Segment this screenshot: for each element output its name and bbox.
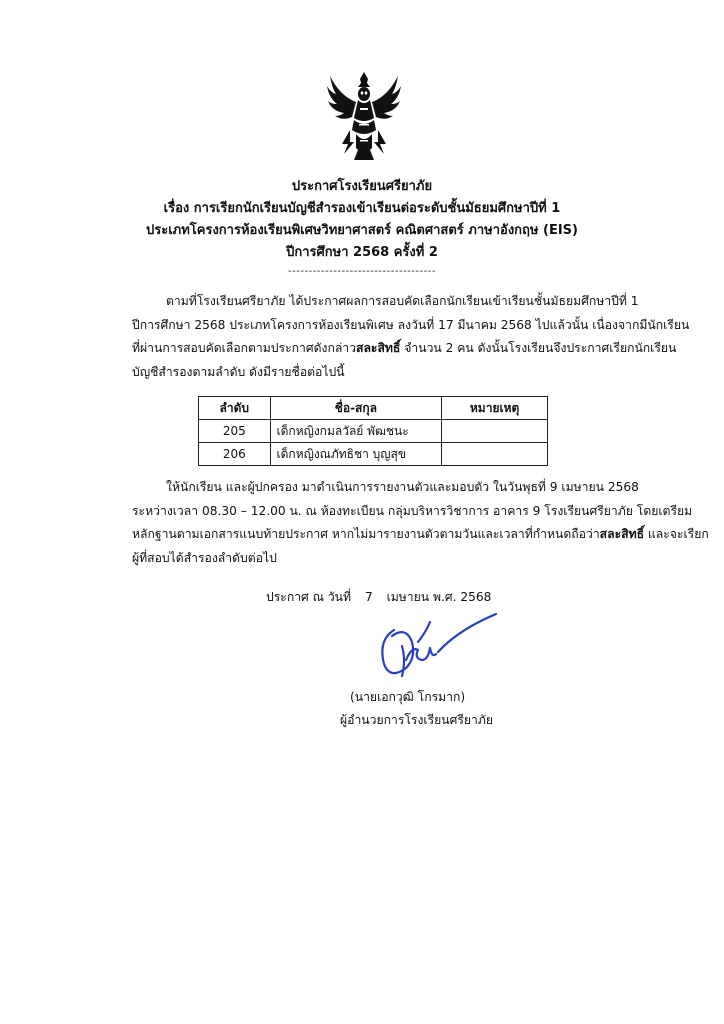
paragraph-line: ให้นักเรียน และผู้ปกครอง มาดำเนินการรายงานตัวและมอบตัว ในวันพุธที่ 9 เมษายน 2568 [166,480,639,494]
cell-order: 206 [199,443,271,466]
paragraph-line [132,337,689,361]
announcement-year: ปีการศึกษา 2568 ครั้งที่ 2 [286,245,438,260]
table-row [199,443,548,466]
forfeit-emphasis: สละสิทธิ์ [599,527,645,541]
text-span: ที่ผ่านการสอบคัดเลือกตามประกาศดังกล่าว [132,341,356,355]
table-header-row [199,397,548,420]
paragraph-line: บัญชีสำรองตามลำดับ ดังมีรายชื่อต่อไปนี้ [132,364,345,379]
date-label: ประกาศ ณ วันที่ [266,590,352,604]
column-header-note: หมายเหตุ [442,397,548,420]
cell-note [442,443,548,466]
announcement-date [266,588,501,607]
divider-line: ------------------------------------ [288,266,436,277]
paragraph-intro [132,290,689,384]
signer-position: ผู้อำนวยการโรงเรียนศรียาภัย [340,713,494,727]
table-row [199,420,548,443]
announcement-program: ประเภทโครงการห้องเรียนพิเศษวิทยาศาสตร์ คณิตศาสตร์ ภาษาอังกฤษ (EIS) [145,223,578,238]
cell-name: เด็กหญิงกมลวัลย์ พัฒชนะ [270,420,442,443]
paragraph-line [132,523,709,547]
paragraph-line: ตามที่โรงเรียนศรียาภัย ได้ประกาศผลการสอบคัดเลือกนักเรียนเข้าเรียนชั้นมัธยมศึกษาปีที่ 1 [166,294,639,308]
column-header-name: ชื่อ-สกุล [270,397,442,420]
announcement-subject: เรื่อง การเรียกนักเรียนบัญชีสำรองเข้าเรียนต่อระดับชั้นมัธยมศึกษาปีที่ 1 [163,201,561,216]
cell-order: 205 [199,420,271,443]
text-span: และจะเรียก [644,527,709,541]
paragraph-line: ปีการศึกษา 2568 ประเภทโครงการห้องเรียนพิเศษ ลงวันที่ 17 มีนาคม 2568 ไปแล้วนั้น เนื่องจากมีนักเรียน [132,317,690,332]
cell-name: เด็กหญิงณภัทธิชา บุญสุข [270,443,442,466]
announcement-org: ประกาศโรงเรียนศรียาภัย [291,179,433,194]
signature-icon [372,608,502,688]
date-day: 7 [364,590,373,604]
paragraph-line: ระหว่างเวลา 08.30 – 12.00 น. ณ ห้องทะเบียน กลุ่มบริหารวิชาการ อาคาร 9 โรงเรียนศรียาภัย โดยเตรียม [132,503,693,518]
signer-name: (นายเอกวุฒิ โกรมาก) [350,690,466,704]
date-month-year: เมษายน พ.ศ. 2568 [386,590,492,604]
text-span: หลักฐานตามเอกสารแนบท้ายประกาศ หากไม่มารายงานตัวตามวันและเวลาที่กำหนดถือว่า [132,527,600,541]
forfeit-emphasis: สละสิทธิ์ [356,341,401,355]
paragraph-line: ผู้ที่สอบได้สำรองลำดับต่อไป [132,550,277,565]
reserve-list-table [198,396,548,466]
cell-note [442,420,548,443]
paragraph-instructions [132,476,709,570]
text-span: จำนวน 2 คน ดังนั้นโรงเรียนจึงประกาศเรียกนักเรียน [400,341,677,355]
garuda-emblem-icon [326,70,402,162]
column-header-order: ลำดับ [199,397,271,420]
